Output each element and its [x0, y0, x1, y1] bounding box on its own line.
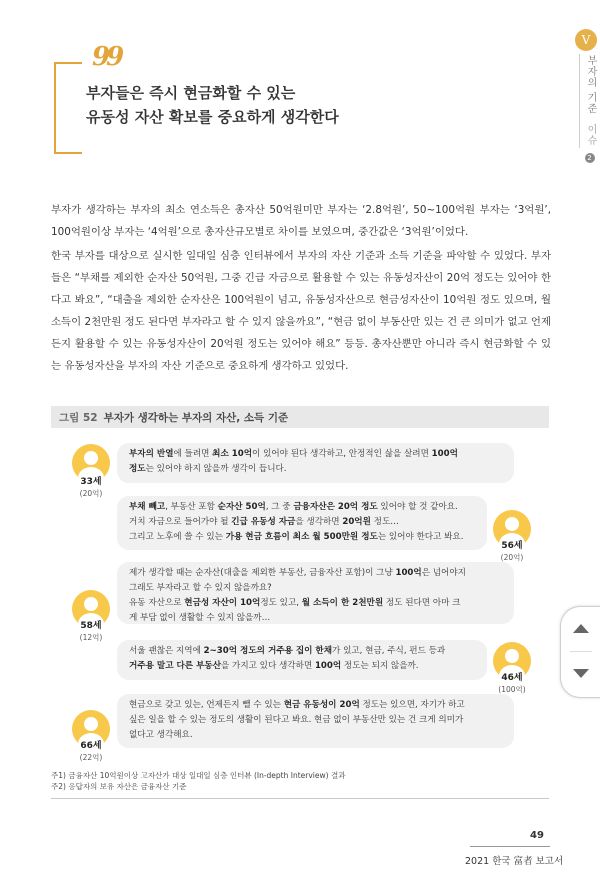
text-run: 는 있어야 하지 않을까 생각이 듭니다.	[145, 464, 287, 474]
text-run: 제가 생각할 때는 순자산(대출을 제외한 부동산, 금융자산 포함)이 그냥	[129, 568, 396, 578]
scroll-divider	[570, 651, 592, 652]
age-tag: 56세	[501, 541, 523, 551]
text-run: 그래도 부자라고 할 수 있지 않을까요?	[129, 583, 272, 593]
bold-text: 거주용 말고 다른 부동산	[129, 661, 221, 671]
text-run: 유동 자산으로	[129, 598, 185, 608]
text-run: 정도 된다면 아마 크	[383, 598, 461, 608]
text-run: 정도…	[370, 517, 399, 527]
side-sub-text: 이슈	[585, 124, 596, 147]
bold-text: 100억	[395, 568, 422, 578]
age-tag: 58세	[80, 621, 102, 631]
text-run: 에 들려면	[173, 449, 213, 459]
text-run: 있어야 할 것 같아요.	[377, 502, 458, 512]
bold-text: 가용 현금 흐름이 최소 월 500만원 정도	[225, 532, 378, 542]
side-divider	[579, 54, 580, 148]
bubble-line	[129, 713, 502, 728]
bubble-line	[129, 581, 502, 596]
asset-note: (22억)	[79, 753, 103, 762]
bold-text: 2~30억 정도의 거주용 집이 한채	[203, 646, 333, 656]
body-text	[51, 199, 551, 379]
quote-bracket	[54, 62, 82, 154]
asset-note: (20억)	[500, 553, 524, 562]
scroll-control	[560, 606, 600, 698]
bubble-line	[129, 698, 502, 713]
bold-text: 100억	[431, 449, 458, 459]
text-run: 현금으로 갖고 있는, 언제든지 뺄 수 있는	[129, 700, 284, 710]
triangle-up-icon[interactable]	[573, 624, 589, 633]
bold-text: 긴급 유동성 자금	[231, 517, 296, 527]
page-number: 49	[530, 830, 544, 841]
figure-title	[59, 410, 288, 425]
text-run: , 부동산 포함	[165, 502, 218, 512]
figure-title-text: 부자가 생각하는 부자의 자산, 소득 기준	[103, 412, 289, 424]
bold-text: 100억	[314, 661, 342, 671]
chapter-badge: V	[575, 29, 597, 51]
figure-number: 그림 52	[59, 412, 98, 424]
text-run: 는 있어야 한다고 봐요.	[377, 532, 464, 542]
footer-rule	[470, 846, 550, 847]
bubble-line	[129, 462, 502, 477]
text-run: 정도는 있으면, 자기가 하고	[359, 700, 465, 710]
text-run: 을 생각하면	[295, 517, 343, 527]
bubble-line	[129, 728, 502, 743]
figure-bottom-rule	[51, 798, 549, 799]
text-run: 게 부담 없이 생활할 수 있지 않을까…	[129, 613, 271, 623]
paragraph-1: 부자가 생각하는 부자의 최소 연소득은 총자산 50억원미만 부자는 ‘2.8억원’, 50~100억원 부자는 ‘3억원’, 100억원이상 부자는 ‘4억원’으로 총자산규모별로 차이를 보였으며, 중간값은 ‘3억원’이었다.	[51, 204, 551, 238]
text-run: 가 있고, 현금, 주식, 펀드 등과	[332, 646, 446, 656]
text-run: 정도 있고,	[260, 598, 302, 608]
text-run: 없다고 생각해요.	[129, 730, 193, 740]
bubble-line	[129, 566, 502, 581]
note-2: 주2) 응답자의 보유 자산은 금융자산 기준	[51, 782, 187, 791]
quote-line-1: 부자들은 즉시 현금화할 수 있는	[86, 84, 296, 102]
age-tag: 46세	[501, 673, 523, 683]
bubble-line	[129, 659, 475, 674]
bold-text: 순자산 50억	[217, 502, 266, 512]
text-run: 그리고 노후에 쓸 수 있는	[129, 532, 226, 542]
bold-text: 금융자산은 20억 정도	[293, 502, 378, 512]
bubble-line	[129, 644, 475, 659]
text-run: 서울 괜찮은 지역에	[129, 646, 204, 656]
bubble-line	[129, 611, 502, 626]
quote-bubble	[117, 640, 487, 680]
text-run: 이 있어야 된다 생각하고, 안정적인 삶을 살려면	[252, 449, 432, 459]
age-tag: 66세	[80, 741, 102, 751]
quote-bubble	[117, 443, 514, 483]
text-run: 정도는 되지 않을까.	[341, 661, 419, 671]
figure-notes	[51, 770, 345, 792]
footer-title: 2021 한국 富者 보고서	[465, 856, 564, 867]
quote-bubble	[117, 496, 487, 550]
bubble-line	[129, 596, 502, 611]
bold-text: 현금성 자산이 10억	[184, 598, 261, 608]
asset-note: (100억)	[498, 685, 526, 694]
side-sub-num: 2	[585, 153, 595, 163]
quote-line-2: 유동성 자산 확보를 중요하게 생각한다	[86, 108, 339, 126]
text-run: 싶은 일을 할 수 있는 정도의 생활이 된다고 봐요. 현금 없이 부동산만 있는 건 크게 의미가	[129, 715, 464, 725]
text-run: , 그 중	[265, 502, 294, 512]
note-1: 주1) 금융자산 10억원이상 고자산가 대상 일대일 심층 인터뷰 (In-depth Interview) 결과	[51, 771, 346, 780]
bubble-line	[129, 515, 475, 530]
quote-mark-icon: 99	[92, 42, 121, 72]
side-chapter-title	[583, 55, 598, 163]
text-run: 은 넘어야지	[421, 568, 466, 578]
bold-text: 월 소득이 한 2천만원	[301, 598, 384, 608]
bold-text: 부채 빼고	[129, 502, 166, 512]
text-run: 거치 자금으로 들어가야 될	[129, 517, 232, 527]
quote-bubble	[117, 694, 514, 748]
age-tag: 33세	[80, 477, 102, 487]
side-title-text: 부자의 기준	[585, 55, 596, 115]
quote-bubble	[117, 562, 514, 624]
paragraph-2: 한국 부자를 대상으로 실시한 일대일 심층 인터뷰에서 부자의 자산 기준과 소득 기준을 파악할 수 있었다. 부자들은 “부채를 제외한 순자산 50억원, 그중 긴급 자금으로 활용할 수 있는 유동성자산이 20억 정도는 있어야 한다고 봐요”, “대출을 제외한 순자산은 100억원이 넘고, 유동성자산으로 현금성자산이 10억원 정도 있으며, 월소득이 2천만원 정도 된다면 부자라고 할 수 있지 않을까요”, “현금 없이 부동산만 있는 건 큰 의미가 없고 언제든지 활용할 수 있는 유동성자산이 20억원 정도는 있어야 해요” 등등. 총자산뿐만 아니라 즉시 현금화할 수 있는 유동성자산을 부자의 자산 기준으로 중요하게 생각하고 있었다.	[51, 250, 551, 372]
text-run: 을 가지고 있다 생각하면	[221, 661, 315, 671]
bubble-line	[129, 447, 502, 462]
bubble-line	[129, 530, 475, 545]
bubble-line	[129, 500, 475, 515]
bold-text: 정도	[129, 464, 146, 474]
quote-heading	[86, 81, 466, 129]
bold-text: 현금 유동성이 20억	[283, 700, 360, 710]
bold-text: 최소 10억	[212, 449, 253, 459]
asset-note: (20억)	[79, 489, 103, 498]
asset-note: (12억)	[79, 633, 103, 642]
triangle-down-icon[interactable]	[573, 669, 589, 678]
bold-text: 20억원	[342, 517, 371, 527]
bold-text: 부자의 반열	[129, 449, 174, 459]
